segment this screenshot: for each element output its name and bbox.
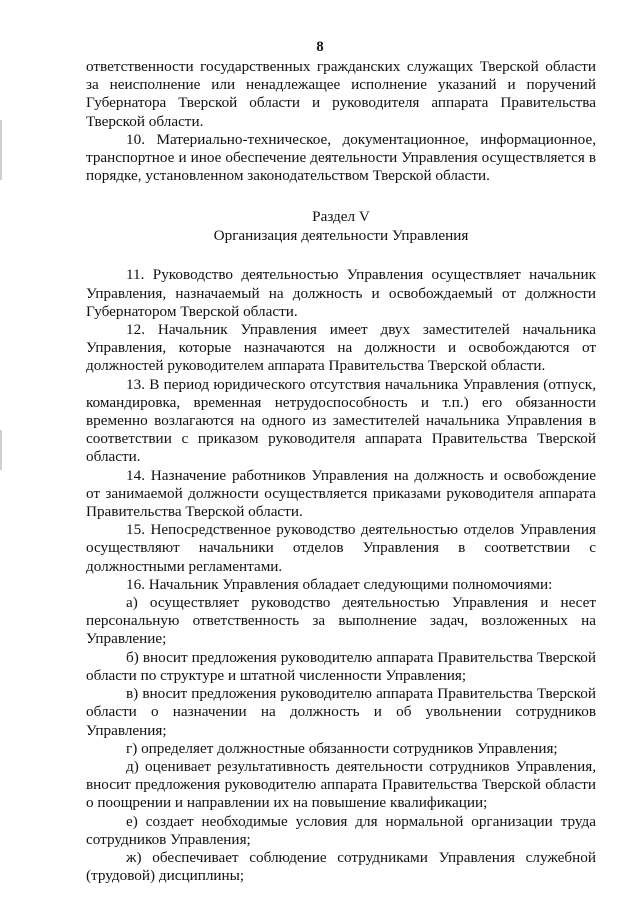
item-b: б) вносит предложения руководителю аппарата Правительства Тверской области по структуре и штатной численности Управления; (86, 648, 596, 684)
item-zh: ж) обеспечивает соблюдение сотрудниками Управления служебной (трудовой) дисциплины; (86, 848, 596, 885)
scan-edge-mark (0, 120, 2, 180)
paragraph-10: 10. Материально-техническое, документационное, информационное, транспортное и иное обеспечение деятельности Управления осуществляется в порядке, установленном законодательством Тверской области. (86, 130, 596, 185)
section-heading (86, 207, 596, 245)
paragraph-11: 11. Руководство деятельностью Управления осуществляет начальник Управления, назначаемый на должность и освобождаемый от должности Губернатором Тверской области. (86, 266, 596, 320)
paragraph-16: 16. Начальник Управления обладает следующими полномочиями: (126, 575, 553, 593)
paragraph-14: 14. Назначение работников Управления на должность и освобождение от занимаемой должности осуществляется приказами руководителя аппарата Правительства Тверской области. (86, 466, 596, 521)
document-body (86, 58, 596, 885)
item-e: е) создает необходимые условия для нормальной организации труда сотрудников Управления; (86, 812, 596, 848)
paragraph-15: 15. Непосредственное руководство деятельностью отделов Управления осуществляют начальники отделов Управления в соответствии с должностными регламентами. (86, 521, 596, 575)
scan-edge-mark (0, 430, 2, 470)
item-d: д) оценивает результативность деятельности сотрудников Управления, вносит предложения руководителю аппарата Правительства Тверской области о поощрении и направлении их на повышение квалификации; (86, 757, 596, 812)
item-v: в) вносит предложения руководителю аппарата Правительства Тверской области о назначении на должность и об увольнении сотрудников Управления; (86, 685, 596, 739)
paragraph-13: 13. В период юридического отсутствия начальника Управления (отпуск, командировка, временная нетрудоспособность и т.п.) его обязанности временно возлагаются на одного из заместителей начальника Управления в соответствии с приказом руководителя аппарата Правительства Тверской области. (86, 375, 596, 466)
section-title: Организация деятельности Управления (213, 227, 469, 245)
paragraph-continuation: ответственности государственных гражданских служащих Тверской области за неисполнение или ненадлежащее исполнение указаний и поручений Губернатора Тверской области и руководителя аппарата Правительства Тверской области. (86, 58, 596, 130)
item-g: г) определяет должностные обязанности сотрудников Управления; (126, 739, 558, 757)
paragraph-12: 12. Начальник Управления имеет двух заместителей начальника Управления, которые назначаются на должности и освобождаются от должностей руководителем аппарата Правительства Тверской области. (86, 321, 596, 375)
section-label: Раздел V (312, 208, 370, 226)
page-number: 8 (316, 39, 324, 55)
item-a: а) осуществляет руководство деятельностью Управления и несет персональную ответственность за выполнение задач, возложенных на Управление; (86, 594, 596, 648)
